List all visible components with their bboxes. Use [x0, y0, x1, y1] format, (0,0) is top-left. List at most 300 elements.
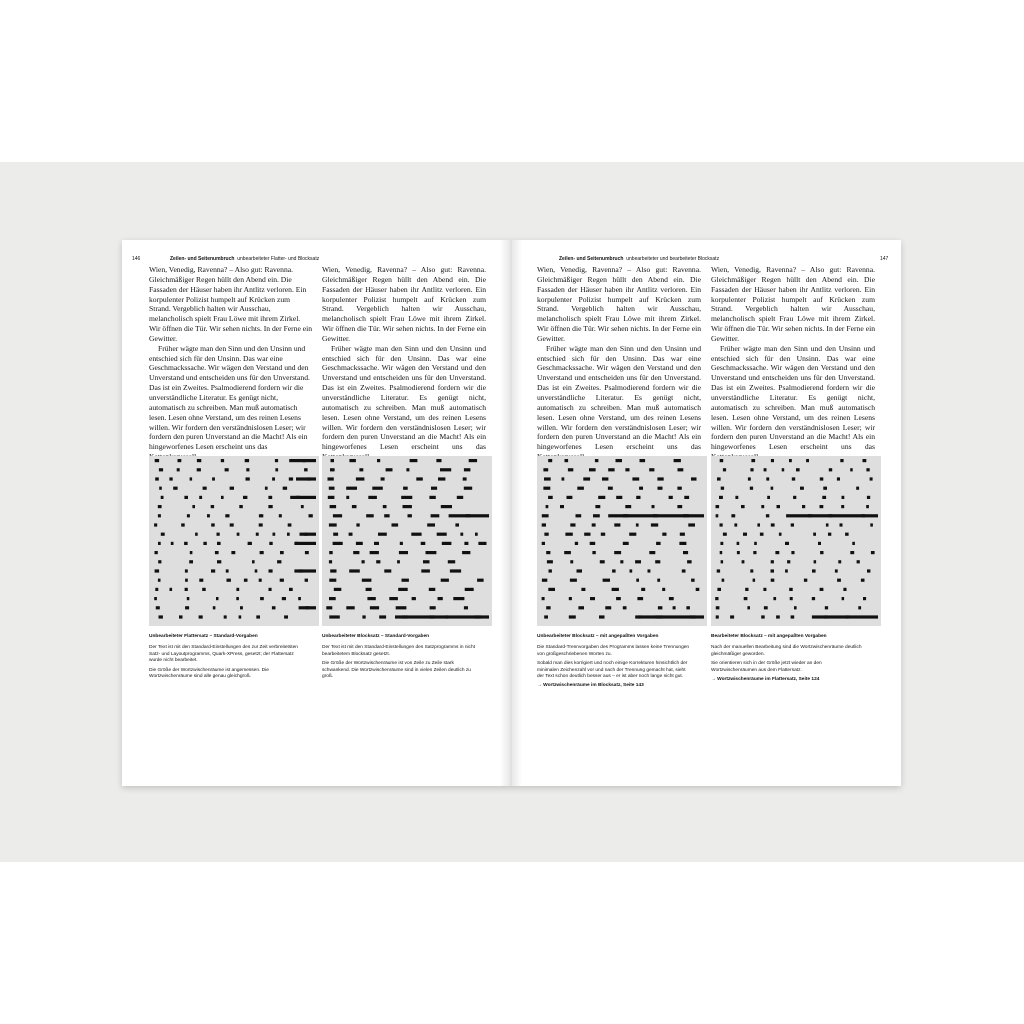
word-space-mark — [236, 588, 239, 591]
text-column-ragged — [149, 265, 313, 462]
word-space-mark — [696, 588, 700, 591]
word-space-mark — [866, 505, 869, 508]
word-space-mark — [605, 606, 611, 609]
line-end-bar — [294, 569, 316, 572]
word-space-mark — [386, 468, 393, 471]
word-space-mark — [791, 551, 794, 554]
word-space-mark — [546, 551, 550, 554]
word-space-mark — [570, 560, 573, 563]
column-paragraph: Früher wägte man den Sinn und den Unsinn und entschied sich für den Unsinn. Das war eine Geschmackssache. Wir wägen den Verstand und den Unverstand und entscheiden uns für den Unverstand. Das ist ein Zweites. Psalmodierend fordern wir die unverständliche Literatur. Es genügt nicht, automatisch zu schreiben. Man muß automatisch lesen. Lesen ohne Verstand, um des reinen Lesens willen. Wir fordern den verständnislosen Leser; wir fordern den puren Unverstand an die Macht! Als ein hingeworfenes Lesen erscheint uns das — [537, 343, 701, 452]
word-space-mark — [842, 496, 845, 499]
word-space-mark — [161, 533, 165, 536]
word-space-mark — [403, 505, 412, 508]
word-space-mark — [683, 551, 688, 554]
text-column-justified-edited — [711, 265, 875, 462]
word-space-mark — [429, 496, 435, 499]
word-space-mark — [298, 597, 301, 600]
word-space-mark — [366, 514, 374, 517]
word-space-mark — [268, 505, 272, 508]
word-space-mark — [362, 615, 365, 618]
word-space-mark — [753, 579, 756, 582]
figure-caption — [149, 634, 304, 683]
word-space-mark — [731, 514, 735, 517]
word-space-mark — [820, 505, 824, 508]
word-space-mark — [657, 579, 660, 582]
word-space-mark — [771, 523, 775, 526]
word-space-mark — [155, 477, 159, 480]
word-space-mark — [184, 542, 188, 545]
column-paragraph: Früher wägte man den Sinn und den Unsinn und entschied sich für den Unsinn. Das war eine Geschmackssache. Wir wägen den Verstand und den Unverstand und entscheiden uns für den Unverstand. Das ist ein Zweites. Psalmodierend fordern wir die unverständliche Literatur. Es genügt nicht, automatisch zu schreiben. Man muß automatisch lesen. Lesen ohne Verstand, um des reinen Lesens willen. Wir fordern den verständnislosen Leser; wir fordern den puren Unverstand an die Macht! Als ein hingeworfenes Lesen erscheint uns das — [711, 343, 875, 452]
word-space-mark — [362, 560, 365, 563]
wordspace-diagram-svg — [711, 456, 881, 626]
word-space-mark — [154, 523, 157, 526]
wordspace-diagram-svg — [322, 456, 492, 626]
word-space-mark — [560, 505, 564, 508]
word-space-mark — [543, 468, 548, 471]
word-space-mark — [656, 542, 661, 545]
word-space-mark — [403, 487, 408, 490]
column-paragraph: Früher wägte man den Sinn und den Unsinn und entschied sich für den Unsinn. Das war eine Geschmackssache. Wir wägen den Verstand und den Unverstand und entscheiden uns für den Unverstand. Das ist ein Zweites. Psalmodierend fordern wir die unverständliche Literatur. Es genügt nicht, automatisch zu schreiben. Man muß automatisch lesen. Lesen ohne Verstand, um des reinen Lesens willen. Wir fordern den verständnislosen Leser; wir fordern den puren Unverstand an die Macht! Als ein hingeworfenes Lesen erscheint uns das — [322, 343, 486, 452]
word-space-mark — [158, 514, 161, 517]
word-space-mark — [779, 533, 782, 536]
word-space-mark — [806, 459, 809, 462]
word-space-mark — [277, 560, 281, 563]
word-space-mark — [236, 597, 239, 600]
word-space-mark — [843, 588, 846, 591]
word-space-mark — [608, 468, 614, 471]
word-space-mark — [771, 459, 774, 462]
word-space-mark — [548, 459, 552, 462]
word-space-mark — [723, 468, 726, 471]
word-space-mark — [199, 579, 203, 582]
figure-caption — [711, 634, 866, 686]
running-head-left-bold: Zeilen- und Seitenumbruch — [170, 256, 235, 262]
word-space-mark — [376, 560, 380, 563]
word-space-mark — [568, 468, 573, 471]
word-space-mark — [657, 477, 663, 480]
word-space-mark — [679, 542, 686, 545]
word-space-mark — [272, 477, 275, 480]
word-space-mark — [442, 542, 452, 545]
word-space-mark — [818, 542, 821, 545]
word-space-mark — [750, 569, 753, 572]
column-paragraph: Früher wägte man den Sinn und den Unsinn und entschied sich für den Unsinn. Das war eine Geschmackssache. Wir wägen den Verstand und den Unverstand und entscheiden uns für den Unverstand. Das ist ein Zweites. Psalmodierend fordern wir die unverständliche Literatur. Es genügt nicht, automatisch zu schreiben. Man muß automatisch lesen. Lesen ohne Verstand, um des reinen Lesens willen. Wir fordern den verständnislosen Leser; wir fordern den puren Unverstand an die Macht! Als ein hingeworfenes Lesen erscheint uns das — [149, 343, 310, 452]
word-space-mark — [199, 615, 203, 618]
word-space-mark — [598, 496, 605, 499]
word-space-mark — [677, 505, 682, 508]
word-space-mark — [735, 496, 738, 499]
word-space-mark — [861, 579, 865, 582]
word-space-mark — [730, 615, 734, 618]
word-space-mark — [747, 606, 750, 609]
word-space-mark — [791, 615, 795, 618]
word-space-mark — [686, 606, 690, 609]
word-space-mark — [423, 560, 430, 563]
word-space-mark — [544, 477, 551, 480]
word-space-mark — [211, 569, 215, 572]
word-space-mark — [581, 588, 585, 591]
word-space-mark — [658, 487, 663, 490]
word-space-mark — [287, 533, 290, 536]
word-space-mark — [406, 468, 409, 471]
word-space-mark — [159, 468, 163, 471]
word-space-mark — [272, 606, 276, 609]
word-space-mark — [328, 477, 334, 480]
word-space-mark — [620, 560, 623, 563]
word-space-mark — [464, 606, 468, 609]
word-space-mark — [288, 523, 292, 526]
word-space-mark — [216, 597, 219, 600]
word-space-mark — [764, 468, 767, 471]
word-space-mark — [662, 533, 666, 536]
word-space-mark — [329, 560, 332, 563]
word-space-mark — [436, 459, 441, 462]
caption-text: Nach der manuellen Bearbeitung sind die Wortzwischenräume deutlich gleichmäßiger geworden. — [711, 645, 862, 657]
word-space-mark — [578, 606, 584, 609]
word-space-mark — [636, 579, 639, 582]
word-space-mark — [187, 597, 190, 600]
word-space-mark — [829, 468, 832, 471]
word-space-mark — [630, 569, 633, 572]
word-space-mark — [722, 579, 725, 582]
word-space-mark — [871, 551, 875, 554]
word-space-mark — [763, 588, 766, 591]
word-space-mark — [431, 487, 437, 490]
line-end-bar — [790, 514, 878, 517]
word-space-mark — [334, 588, 342, 591]
word-space-mark — [649, 468, 654, 471]
word-space-mark — [715, 597, 718, 600]
word-space-mark — [384, 514, 389, 517]
word-space-mark — [569, 597, 572, 600]
word-space-mark — [185, 569, 188, 572]
word-space-mark — [224, 615, 227, 618]
word-space-mark — [280, 551, 284, 554]
word-space-mark — [812, 597, 815, 600]
word-space-mark — [197, 468, 201, 471]
word-space-mark — [328, 496, 335, 499]
word-space-mark — [237, 533, 240, 536]
word-space-mark — [546, 606, 550, 609]
word-space-mark — [225, 514, 229, 517]
word-space-mark — [359, 468, 363, 471]
word-space-mark — [181, 523, 185, 526]
word-space-mark — [569, 615, 576, 618]
word-space-mark — [623, 542, 629, 545]
word-space-mark — [161, 496, 164, 499]
word-space-mark — [867, 496, 870, 499]
word-space-mark — [814, 560, 817, 563]
word-space-mark — [616, 496, 622, 499]
word-space-mark — [576, 514, 582, 517]
caption-text: Die Standard-Trennvorgaben des Programms lassen keine Trennungen von großgeschriebenen Worten zu. — [537, 645, 690, 657]
word-space-mark — [396, 606, 407, 609]
word-space-mark — [838, 560, 841, 563]
word-space-mark — [549, 569, 552, 572]
word-space-mark — [275, 468, 278, 471]
word-space-mark — [421, 542, 426, 545]
line-end-bar — [449, 514, 489, 517]
word-space-mark — [542, 514, 549, 517]
text-column-justified-adjusted — [537, 265, 701, 462]
word-space-mark — [304, 468, 308, 471]
word-space-mark — [410, 459, 418, 462]
word-space-mark — [179, 615, 183, 618]
word-space-mark — [429, 588, 436, 591]
word-space-mark — [625, 468, 629, 471]
word-space-mark — [195, 533, 198, 536]
word-space-mark — [583, 477, 590, 480]
word-space-mark — [565, 459, 569, 462]
cross-reference: → Wortzwischenräume im Blocksatz, Seite 143 — [537, 683, 644, 689]
word-space-mark — [244, 579, 248, 582]
word-space-mark — [802, 505, 805, 508]
word-space-mark — [259, 523, 263, 526]
word-space-mark — [592, 551, 595, 554]
word-space-mark — [717, 569, 720, 572]
word-space-mark — [329, 597, 336, 600]
word-space-mark — [440, 468, 451, 471]
word-space-mark — [269, 542, 272, 545]
word-space-mark — [221, 496, 224, 499]
word-space-mark — [590, 542, 596, 545]
word-space-mark — [464, 487, 472, 490]
word-space-mark — [614, 523, 620, 526]
word-space-mark — [305, 551, 309, 554]
running-head-right-rest: unbearbeiteter und bearbeiteter Blocksatz — [626, 256, 720, 262]
word-space-mark — [850, 551, 854, 554]
word-space-mark — [771, 569, 775, 572]
word-space-mark — [570, 579, 577, 582]
word-space-mark — [402, 579, 409, 582]
wordspace-diagram-3 — [537, 456, 707, 626]
word-space-mark — [761, 615, 765, 618]
word-space-mark — [840, 459, 843, 462]
word-space-mark — [680, 533, 685, 536]
word-space-mark — [777, 505, 781, 508]
word-space-mark — [155, 588, 158, 591]
wordspace-diagram-svg — [149, 456, 319, 626]
word-space-mark — [546, 505, 549, 508]
word-space-mark — [239, 505, 243, 508]
word-space-mark — [813, 533, 816, 536]
word-space-mark — [377, 459, 380, 462]
word-space-mark — [438, 477, 445, 480]
word-space-mark — [349, 533, 353, 536]
word-space-mark — [616, 459, 623, 462]
word-space-mark — [737, 542, 740, 545]
word-space-mark — [616, 597, 621, 600]
word-space-mark — [721, 487, 724, 490]
word-space-mark — [384, 569, 391, 572]
word-space-mark — [577, 569, 583, 572]
word-space-mark — [464, 468, 471, 471]
word-space-mark — [796, 468, 800, 471]
word-space-mark — [717, 588, 721, 591]
word-space-mark — [189, 560, 193, 563]
word-space-mark — [202, 588, 206, 591]
word-space-mark — [845, 533, 849, 536]
figure-caption — [537, 634, 692, 693]
line-end-bar — [812, 615, 878, 618]
word-space-mark — [766, 477, 769, 480]
word-space-mark — [565, 533, 572, 536]
figure-caption — [322, 634, 477, 683]
running-head-right — [559, 255, 719, 263]
word-space-mark — [820, 551, 823, 554]
word-space-mark — [820, 588, 824, 591]
word-space-mark — [279, 514, 282, 517]
line-end-bar — [290, 496, 316, 499]
word-space-mark — [820, 477, 824, 480]
word-space-mark — [751, 459, 755, 462]
word-space-mark — [203, 542, 206, 545]
word-space-mark — [329, 487, 335, 490]
line-end-bar — [300, 533, 317, 536]
word-space-mark — [226, 569, 229, 572]
word-space-mark — [791, 523, 794, 526]
word-space-mark — [309, 514, 313, 517]
word-space-mark — [401, 496, 412, 499]
word-space-mark — [856, 487, 859, 490]
word-space-mark — [789, 459, 792, 462]
word-space-mark — [252, 560, 255, 563]
word-space-mark — [349, 459, 356, 462]
word-space-mark — [379, 615, 386, 618]
word-space-mark — [562, 477, 565, 480]
word-space-mark — [547, 560, 553, 563]
word-space-mark — [608, 487, 613, 490]
word-space-mark — [688, 523, 695, 526]
word-space-mark — [457, 496, 463, 499]
word-space-mark — [593, 514, 600, 517]
word-space-mark — [782, 468, 785, 471]
word-space-mark — [398, 588, 408, 591]
word-space-mark — [283, 487, 287, 490]
caption-title: Bearbeiteter Blocksatz – mit angepaßten Vorgaben — [711, 634, 827, 639]
word-space-mark — [155, 551, 158, 554]
word-space-mark — [776, 615, 780, 618]
word-space-mark — [655, 560, 660, 563]
caption-text: Sobald man dies korrigiert und noch einige Korrekturen hinsichtlich der minimalen Zeichenzahl vor und nach der Trennung gemacht hat, sieht der Text schon deutlich besser aus – er ist aber noch lange nicht gut. — [537, 661, 688, 680]
word-space-mark — [635, 560, 641, 563]
word-space-mark — [589, 468, 596, 471]
word-space-mark — [771, 487, 774, 490]
word-space-mark — [169, 477, 172, 480]
word-space-mark — [674, 459, 681, 462]
word-space-mark — [427, 523, 435, 526]
line-end-bar — [299, 606, 316, 609]
word-space-mark — [595, 459, 599, 462]
word-space-mark — [203, 487, 207, 490]
word-space-mark — [356, 523, 359, 526]
wordspace-diagram-1 — [149, 456, 319, 626]
word-space-mark — [804, 579, 807, 582]
word-space-mark — [246, 477, 250, 480]
word-space-mark — [225, 468, 229, 471]
word-space-mark — [412, 597, 416, 600]
word-space-mark — [716, 606, 720, 609]
word-space-mark — [259, 514, 263, 517]
word-space-mark — [737, 551, 740, 554]
word-space-mark — [651, 523, 658, 526]
word-space-mark — [463, 477, 467, 480]
word-space-mark — [835, 569, 838, 572]
word-space-mark — [265, 487, 268, 490]
word-space-mark — [636, 496, 640, 499]
word-space-mark — [217, 560, 221, 563]
word-space-mark — [742, 560, 745, 563]
running-head-left — [170, 255, 319, 263]
word-space-mark — [190, 551, 193, 554]
word-space-mark — [367, 597, 375, 600]
word-space-mark — [595, 505, 600, 508]
word-space-mark — [346, 487, 357, 490]
word-space-mark — [329, 579, 336, 582]
word-space-mark — [691, 477, 697, 480]
book-gutter — [500, 240, 522, 786]
word-space-mark — [326, 606, 332, 609]
word-space-mark — [577, 487, 584, 490]
page-number-right: 147 — [880, 256, 889, 262]
word-space-mark — [682, 569, 686, 572]
word-space-mark — [773, 597, 776, 600]
word-space-mark — [159, 615, 163, 618]
word-space-mark — [745, 588, 748, 591]
caption-title: Unbearbeiteter Flattersatz – Standard-Vorgaben — [149, 634, 258, 639]
word-space-mark — [603, 579, 610, 582]
word-space-mark — [399, 551, 408, 554]
word-space-mark — [543, 487, 550, 490]
word-space-mark — [269, 588, 272, 591]
word-space-mark — [721, 560, 724, 563]
word-space-mark — [614, 551, 621, 554]
word-space-mark — [632, 477, 639, 480]
word-space-mark — [370, 551, 379, 554]
word-space-mark — [567, 496, 573, 499]
word-space-mark — [623, 606, 627, 609]
word-space-mark — [754, 542, 757, 545]
word-space-mark — [723, 533, 727, 536]
word-space-mark — [156, 606, 160, 609]
caption-text: Der Text ist mit den Standard-Einstellungen des Satzprogramms in nicht bearbeitetem Blocksatz gesetzt. — [322, 645, 475, 657]
word-space-mark — [841, 505, 844, 508]
word-space-mark — [640, 459, 646, 462]
word-space-mark — [372, 487, 383, 490]
wordspace-diagram-2 — [322, 456, 492, 626]
word-space-mark — [649, 551, 655, 554]
running-head-left-rest: unbearbeiteter Flatter- und Blocksatz — [237, 256, 320, 262]
word-space-mark — [438, 597, 443, 600]
caption-title: Unbearbeiteter Blocksatz – mit angepaßten Vorgaben — [537, 634, 659, 639]
word-space-mark — [734, 523, 737, 526]
word-space-mark — [333, 533, 338, 536]
word-space-mark — [256, 615, 260, 618]
word-space-mark — [465, 588, 474, 591]
word-space-mark — [215, 551, 219, 554]
word-space-mark — [719, 496, 723, 499]
word-space-mark — [542, 597, 545, 600]
word-space-mark — [368, 496, 377, 499]
word-space-mark — [460, 533, 463, 536]
word-space-mark — [190, 477, 193, 480]
line-end-bar — [608, 514, 704, 517]
word-space-mark — [187, 514, 190, 517]
word-space-mark — [329, 551, 333, 554]
word-space-mark — [248, 542, 252, 545]
caption-text: Der Text ist mit den Standard-Einstellungen des zur Zeit verbreitetsten Satz- und Layoutprogramms, Quark-XPress, gesetzt; der Flattersatz wurde nicht bearbeitet. — [149, 645, 298, 664]
word-space-mark — [767, 496, 770, 499]
